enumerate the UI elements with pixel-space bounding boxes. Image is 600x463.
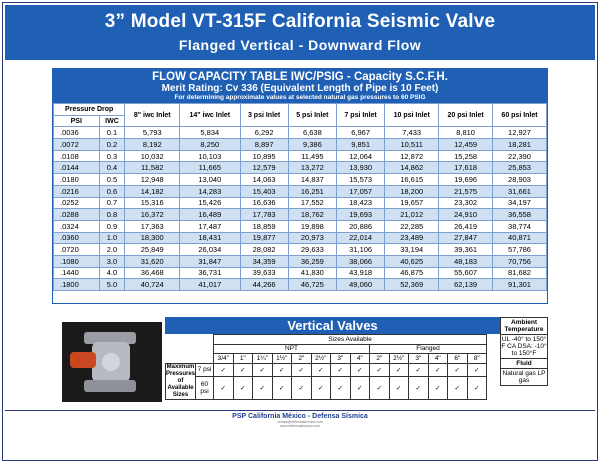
psi-cell: .1440 <box>54 267 100 279</box>
table-row <box>54 232 547 244</box>
size-header: 3" <box>331 354 351 364</box>
check-cell: ✓ <box>233 363 253 377</box>
col-header: 5 psi Inlet <box>288 104 336 127</box>
flow-value-cell: 10,511 <box>385 139 439 151</box>
flow-value-cell: 19,877 <box>240 232 288 244</box>
flow-value-cell: 11,582 <box>125 162 180 174</box>
check-cell: ✓ <box>409 363 429 377</box>
table-row <box>54 185 547 197</box>
title-banner <box>5 5 595 60</box>
flow-value-cell: 43,918 <box>337 267 385 279</box>
check-cell: ✓ <box>370 363 390 377</box>
col-header: 10 psi Inlet <box>385 104 439 127</box>
flow-value-cell: 40,871 <box>493 232 547 244</box>
flow-value-cell: 14,862 <box>385 162 439 174</box>
iwc-cell: 1.0 <box>99 232 125 244</box>
table-row <box>54 255 547 267</box>
sizes-table <box>165 334 487 400</box>
flow-value-cell: 31,106 <box>337 244 385 256</box>
flow-value-cell: 19,657 <box>385 197 439 209</box>
valve-photo <box>62 322 162 402</box>
flow-value-cell: 10,032 <box>125 150 180 162</box>
flow-value-cell: 38,774 <box>493 220 547 232</box>
table-row <box>54 127 547 139</box>
flow-value-cell: 6,967 <box>337 127 385 139</box>
flow-value-cell: 57,786 <box>493 244 547 256</box>
size-header: 2" <box>292 354 312 364</box>
vertical-valves-section <box>165 317 548 402</box>
flow-value-cell: 17,363 <box>125 220 180 232</box>
flow-value-cell: 24,910 <box>439 209 493 221</box>
col-header: 14" iwc Inlet <box>180 104 240 127</box>
flow-value-cell: 8,250 <box>180 139 240 151</box>
flow-value-cell: 41,830 <box>288 267 336 279</box>
flow-value-cell: 16,489 <box>180 209 240 221</box>
check-cell: ✓ <box>448 377 468 399</box>
flow-value-cell: 9,851 <box>337 139 385 151</box>
fluid-label: Fluid <box>501 359 547 369</box>
size-header: 4" <box>350 354 370 364</box>
npt-header: NPT <box>214 344 370 354</box>
flow-value-cell: 28,903 <box>493 174 547 186</box>
flow-value-cell: 52,369 <box>385 279 439 291</box>
col-header: 60 psi Inlet <box>493 104 547 127</box>
check-cell: ✓ <box>311 363 331 377</box>
flow-value-cell: 15,316 <box>125 197 180 209</box>
table-row <box>54 209 547 221</box>
psi-cell: .0720 <box>54 244 100 256</box>
check-cell: ✓ <box>350 363 370 377</box>
flow-value-cell: 36,731 <box>180 267 240 279</box>
iwc-cell: 0.1 <box>99 127 125 139</box>
iwc-cell: 0.3 <box>99 150 125 162</box>
check-cell: ✓ <box>331 377 351 399</box>
flow-data-table <box>53 103 547 291</box>
check-cell: ✓ <box>214 377 234 399</box>
flow-value-cell: 46,725 <box>288 279 336 291</box>
valve-image <box>62 322 162 402</box>
flow-value-cell: 15,403 <box>240 185 288 197</box>
footer-company: PSP California México - Defensa Sísmica <box>232 413 368 420</box>
flow-value-cell: 31,620 <box>125 255 180 267</box>
flow-value-cell: 17,552 <box>288 197 336 209</box>
flow-value-cell: 39,361 <box>439 244 493 256</box>
flow-value-cell: 11,495 <box>288 150 336 162</box>
flow-value-cell: 12,872 <box>385 150 439 162</box>
flow-value-cell: 22,285 <box>385 220 439 232</box>
size-header: 2" <box>370 354 390 364</box>
psi-cell: .1080 <box>54 255 100 267</box>
check-cell: ✓ <box>428 377 448 399</box>
flow-value-cell: 16,372 <box>125 209 180 221</box>
flow-value-cell: 23,489 <box>385 232 439 244</box>
sizes-available-header: Sizes Available <box>214 335 487 345</box>
flow-value-cell: 13,040 <box>180 174 240 186</box>
flow-value-cell: 21,575 <box>439 185 493 197</box>
check-cell: ✓ <box>272 377 292 399</box>
flow-value-cell: 10,103 <box>180 150 240 162</box>
flow-value-cell: 12,927 <box>493 127 547 139</box>
flow-value-cell: 10,895 <box>240 150 288 162</box>
flow-value-cell: 19,696 <box>439 174 493 186</box>
flow-value-cell: 18,300 <box>125 232 180 244</box>
flow-value-cell: 19,898 <box>288 220 336 232</box>
flow-value-cell: 48,183 <box>439 255 493 267</box>
ambient-label: Ambient Temperature <box>501 318 547 335</box>
table-row <box>54 279 547 291</box>
flow-value-cell: 5,793 <box>125 127 180 139</box>
check-cell: ✓ <box>448 363 468 377</box>
flow-value-cell: 6,638 <box>288 127 336 139</box>
flow-value-cell: 38,066 <box>337 255 385 267</box>
page-title: 3” Model VT-315F California Seismic Valve <box>104 11 496 32</box>
iwc-cell: 0.4 <box>99 162 125 174</box>
flow-capacity-table <box>52 68 548 304</box>
flow-value-cell: 36,558 <box>493 209 547 221</box>
flow-value-cell: 70,756 <box>493 255 547 267</box>
flow-value-cell: 26,419 <box>439 220 493 232</box>
col-header: 8" iwc Inlet <box>125 104 180 127</box>
flow-value-cell: 14,837 <box>288 174 336 186</box>
psi-cell: .1800 <box>54 279 100 291</box>
psi-cell: .0180 <box>54 174 100 186</box>
check-cell: ✓ <box>389 363 409 377</box>
flow-value-cell: 14,283 <box>180 185 240 197</box>
col-header: 20 psi Inlet <box>439 104 493 127</box>
flow-value-cell: 15,573 <box>337 174 385 186</box>
flow-value-cell: 18,200 <box>385 185 439 197</box>
flow-value-cell: 44,266 <box>240 279 288 291</box>
flow-value-cell: 18,281 <box>493 139 547 151</box>
flow-value-cell: 7,433 <box>385 127 439 139</box>
size-header: 1½" <box>272 354 292 364</box>
flow-table-header <box>53 69 547 103</box>
flow-value-cell: 40,724 <box>125 279 180 291</box>
flow-value-cell: 9,386 <box>288 139 336 151</box>
ambient-panel <box>500 317 548 386</box>
table-row <box>54 162 547 174</box>
flow-value-cell: 31,847 <box>180 255 240 267</box>
flow-value-cell: 28,082 <box>240 244 288 256</box>
check-cell: ✓ <box>389 377 409 399</box>
flow-value-cell: 12,459 <box>439 139 493 151</box>
flow-value-cell: 14,182 <box>125 185 180 197</box>
iwc-cell: 0.6 <box>99 185 125 197</box>
flow-value-cell: 11,665 <box>180 162 240 174</box>
flow-value-cell: 27,847 <box>439 232 493 244</box>
size-header: 8" <box>467 354 487 364</box>
flow-value-cell: 49,060 <box>337 279 385 291</box>
size-header: 2½" <box>389 354 409 364</box>
max-pressure-label: Maximum Pressures of Available Sizes <box>166 363 196 398</box>
psi-cell: .0360 <box>54 232 100 244</box>
check-cell: ✓ <box>292 363 312 377</box>
iwc-cell: 2.0 <box>99 244 125 256</box>
table-row <box>54 174 547 186</box>
check-cell: ✓ <box>467 377 487 399</box>
flow-value-cell: 25,853 <box>493 162 547 174</box>
pressure-drop-header: Pressure Drop <box>54 104 125 116</box>
flow-value-cell: 17,783 <box>240 209 288 221</box>
table-row <box>54 220 547 232</box>
flow-value-cell: 8,192 <box>125 139 180 151</box>
table-row <box>54 267 547 279</box>
footer <box>5 410 595 440</box>
flow-value-cell: 39,633 <box>240 267 288 279</box>
check-cell: ✓ <box>214 363 234 377</box>
size-header: 3" <box>409 354 429 364</box>
iwc-cell: 5.0 <box>99 279 125 291</box>
flow-value-cell: 18,859 <box>240 220 288 232</box>
flow-value-cell: 20,886 <box>337 220 385 232</box>
psi-header: PSI <box>54 115 100 127</box>
table-row <box>54 197 547 209</box>
flow-value-cell: 34,197 <box>493 197 547 209</box>
flow-value-cell: 46,875 <box>385 267 439 279</box>
flow-value-cell: 12,948 <box>125 174 180 186</box>
flow-value-cell: 34,359 <box>240 255 288 267</box>
size-header: 1" <box>233 354 253 364</box>
flow-value-cell: 33,194 <box>385 244 439 256</box>
size-header: 2½" <box>311 354 331 364</box>
flow-value-cell: 31,661 <box>493 185 547 197</box>
check-cell: ✓ <box>467 363 487 377</box>
check-cell: ✓ <box>272 363 292 377</box>
ambient-value: UL -40° to 150° F CA DSA: -10° to 150°F <box>501 336 547 357</box>
flow-value-cell: 17,618 <box>439 162 493 174</box>
flow-table-note: For determining approximate values at selected natural gas pressures to 60 PSIG <box>174 94 426 101</box>
flow-value-cell: 40,625 <box>385 255 439 267</box>
vertical-valves-title: Vertical Valves <box>165 317 500 334</box>
check-cell: ✓ <box>370 377 390 399</box>
flow-value-cell: 6,292 <box>240 127 288 139</box>
flow-value-cell: 13,272 <box>288 162 336 174</box>
flow-value-cell: 81,682 <box>493 267 547 279</box>
flow-value-cell: 22,390 <box>493 150 547 162</box>
flow-value-cell: 19,693 <box>337 209 385 221</box>
pressure-60psi: 60 psi <box>196 377 214 399</box>
iwc-cell: 0.2 <box>99 139 125 151</box>
iwc-cell: 0.8 <box>99 209 125 221</box>
iwc-cell: 3.0 <box>99 255 125 267</box>
flow-value-cell: 12,064 <box>337 150 385 162</box>
table-row <box>54 150 547 162</box>
flow-value-cell: 29,633 <box>288 244 336 256</box>
flow-value-cell: 17,057 <box>337 185 385 197</box>
flow-value-cell: 12,579 <box>240 162 288 174</box>
psi-cell: .0252 <box>54 197 100 209</box>
flow-value-cell: 55,607 <box>439 267 493 279</box>
check-cell: ✓ <box>311 377 331 399</box>
flow-value-cell: 41,017 <box>180 279 240 291</box>
check-cell: ✓ <box>350 377 370 399</box>
check-cell: ✓ <box>233 377 253 399</box>
flow-table-title: FLOW CAPACITY TABLE IWC/PSIG - Capacity S.C.F.H. <box>152 71 448 83</box>
check-cell: ✓ <box>292 377 312 399</box>
flow-value-cell: 17,487 <box>180 220 240 232</box>
psi-cell: .0288 <box>54 209 100 221</box>
iwc-cell: 0.9 <box>99 220 125 232</box>
psi-cell: .0108 <box>54 150 100 162</box>
iwc-header: IWC <box>99 115 125 127</box>
flow-value-cell: 8,897 <box>240 139 288 151</box>
footer-contact-2: www.defensasismica.com <box>279 424 321 428</box>
flow-value-cell: 16,636 <box>240 197 288 209</box>
size-header: 6" <box>448 354 468 364</box>
psi-cell: .0072 <box>54 139 100 151</box>
flow-value-cell: 16,615 <box>385 174 439 186</box>
flow-value-cell: 5,834 <box>180 127 240 139</box>
size-header: 1¼" <box>253 354 273 364</box>
check-cell: ✓ <box>428 363 448 377</box>
iwc-cell: 0.7 <box>99 197 125 209</box>
footer-contact-1: ventas@defensasismica.com <box>277 420 323 424</box>
page-subtitle: Flanged Vertical - Downward Flow <box>178 37 422 53</box>
merit-rating: Merit Rating: Cv 336 (Equivalent Length of Pipe is 10 Feet) <box>161 83 439 94</box>
flow-value-cell: 22,014 <box>337 232 385 244</box>
check-cell: ✓ <box>331 363 351 377</box>
pressure-7psi: 7 psi <box>196 363 214 377</box>
flow-value-cell: 18,762 <box>288 209 336 221</box>
col-header: 3 psi Inlet <box>240 104 288 127</box>
flow-value-cell: 18,431 <box>180 232 240 244</box>
flow-value-cell: 13,930 <box>337 162 385 174</box>
size-header: 4" <box>428 354 448 364</box>
flow-value-cell: 18,423 <box>337 197 385 209</box>
size-header: 3/4" <box>214 354 234 364</box>
psi-cell: .0036 <box>54 127 100 139</box>
flow-value-cell: 21,012 <box>385 209 439 221</box>
table-row <box>54 244 547 256</box>
table-row <box>54 139 547 151</box>
flow-value-cell: 91,301 <box>493 279 547 291</box>
check-cell: ✓ <box>253 363 273 377</box>
flow-value-cell: 15,426 <box>180 197 240 209</box>
flow-value-cell: 25,849 <box>125 244 180 256</box>
flow-value-cell: 14,063 <box>240 174 288 186</box>
flow-value-cell: 20,973 <box>288 232 336 244</box>
fluid-value: Natural gas LP gas <box>502 370 546 384</box>
flow-value-cell: 36,468 <box>125 267 180 279</box>
flow-value-cell: 15,258 <box>439 150 493 162</box>
psi-cell: .0324 <box>54 220 100 232</box>
check-cell: ✓ <box>409 377 429 399</box>
flow-value-cell: 16,251 <box>288 185 336 197</box>
psi-cell: .0144 <box>54 162 100 174</box>
flow-value-cell: 62,139 <box>439 279 493 291</box>
flow-value-cell: 36,259 <box>288 255 336 267</box>
flow-value-cell: 8,810 <box>439 127 493 139</box>
iwc-cell: 0.5 <box>99 174 125 186</box>
flow-value-cell: 26,034 <box>180 244 240 256</box>
iwc-cell: 4.0 <box>99 267 125 279</box>
col-header: 7 psi Inlet <box>337 104 385 127</box>
check-cell: ✓ <box>253 377 273 399</box>
flanged-header: Flanged <box>370 344 487 354</box>
psi-cell: .0216 <box>54 185 100 197</box>
flow-value-cell: 23,302 <box>439 197 493 209</box>
